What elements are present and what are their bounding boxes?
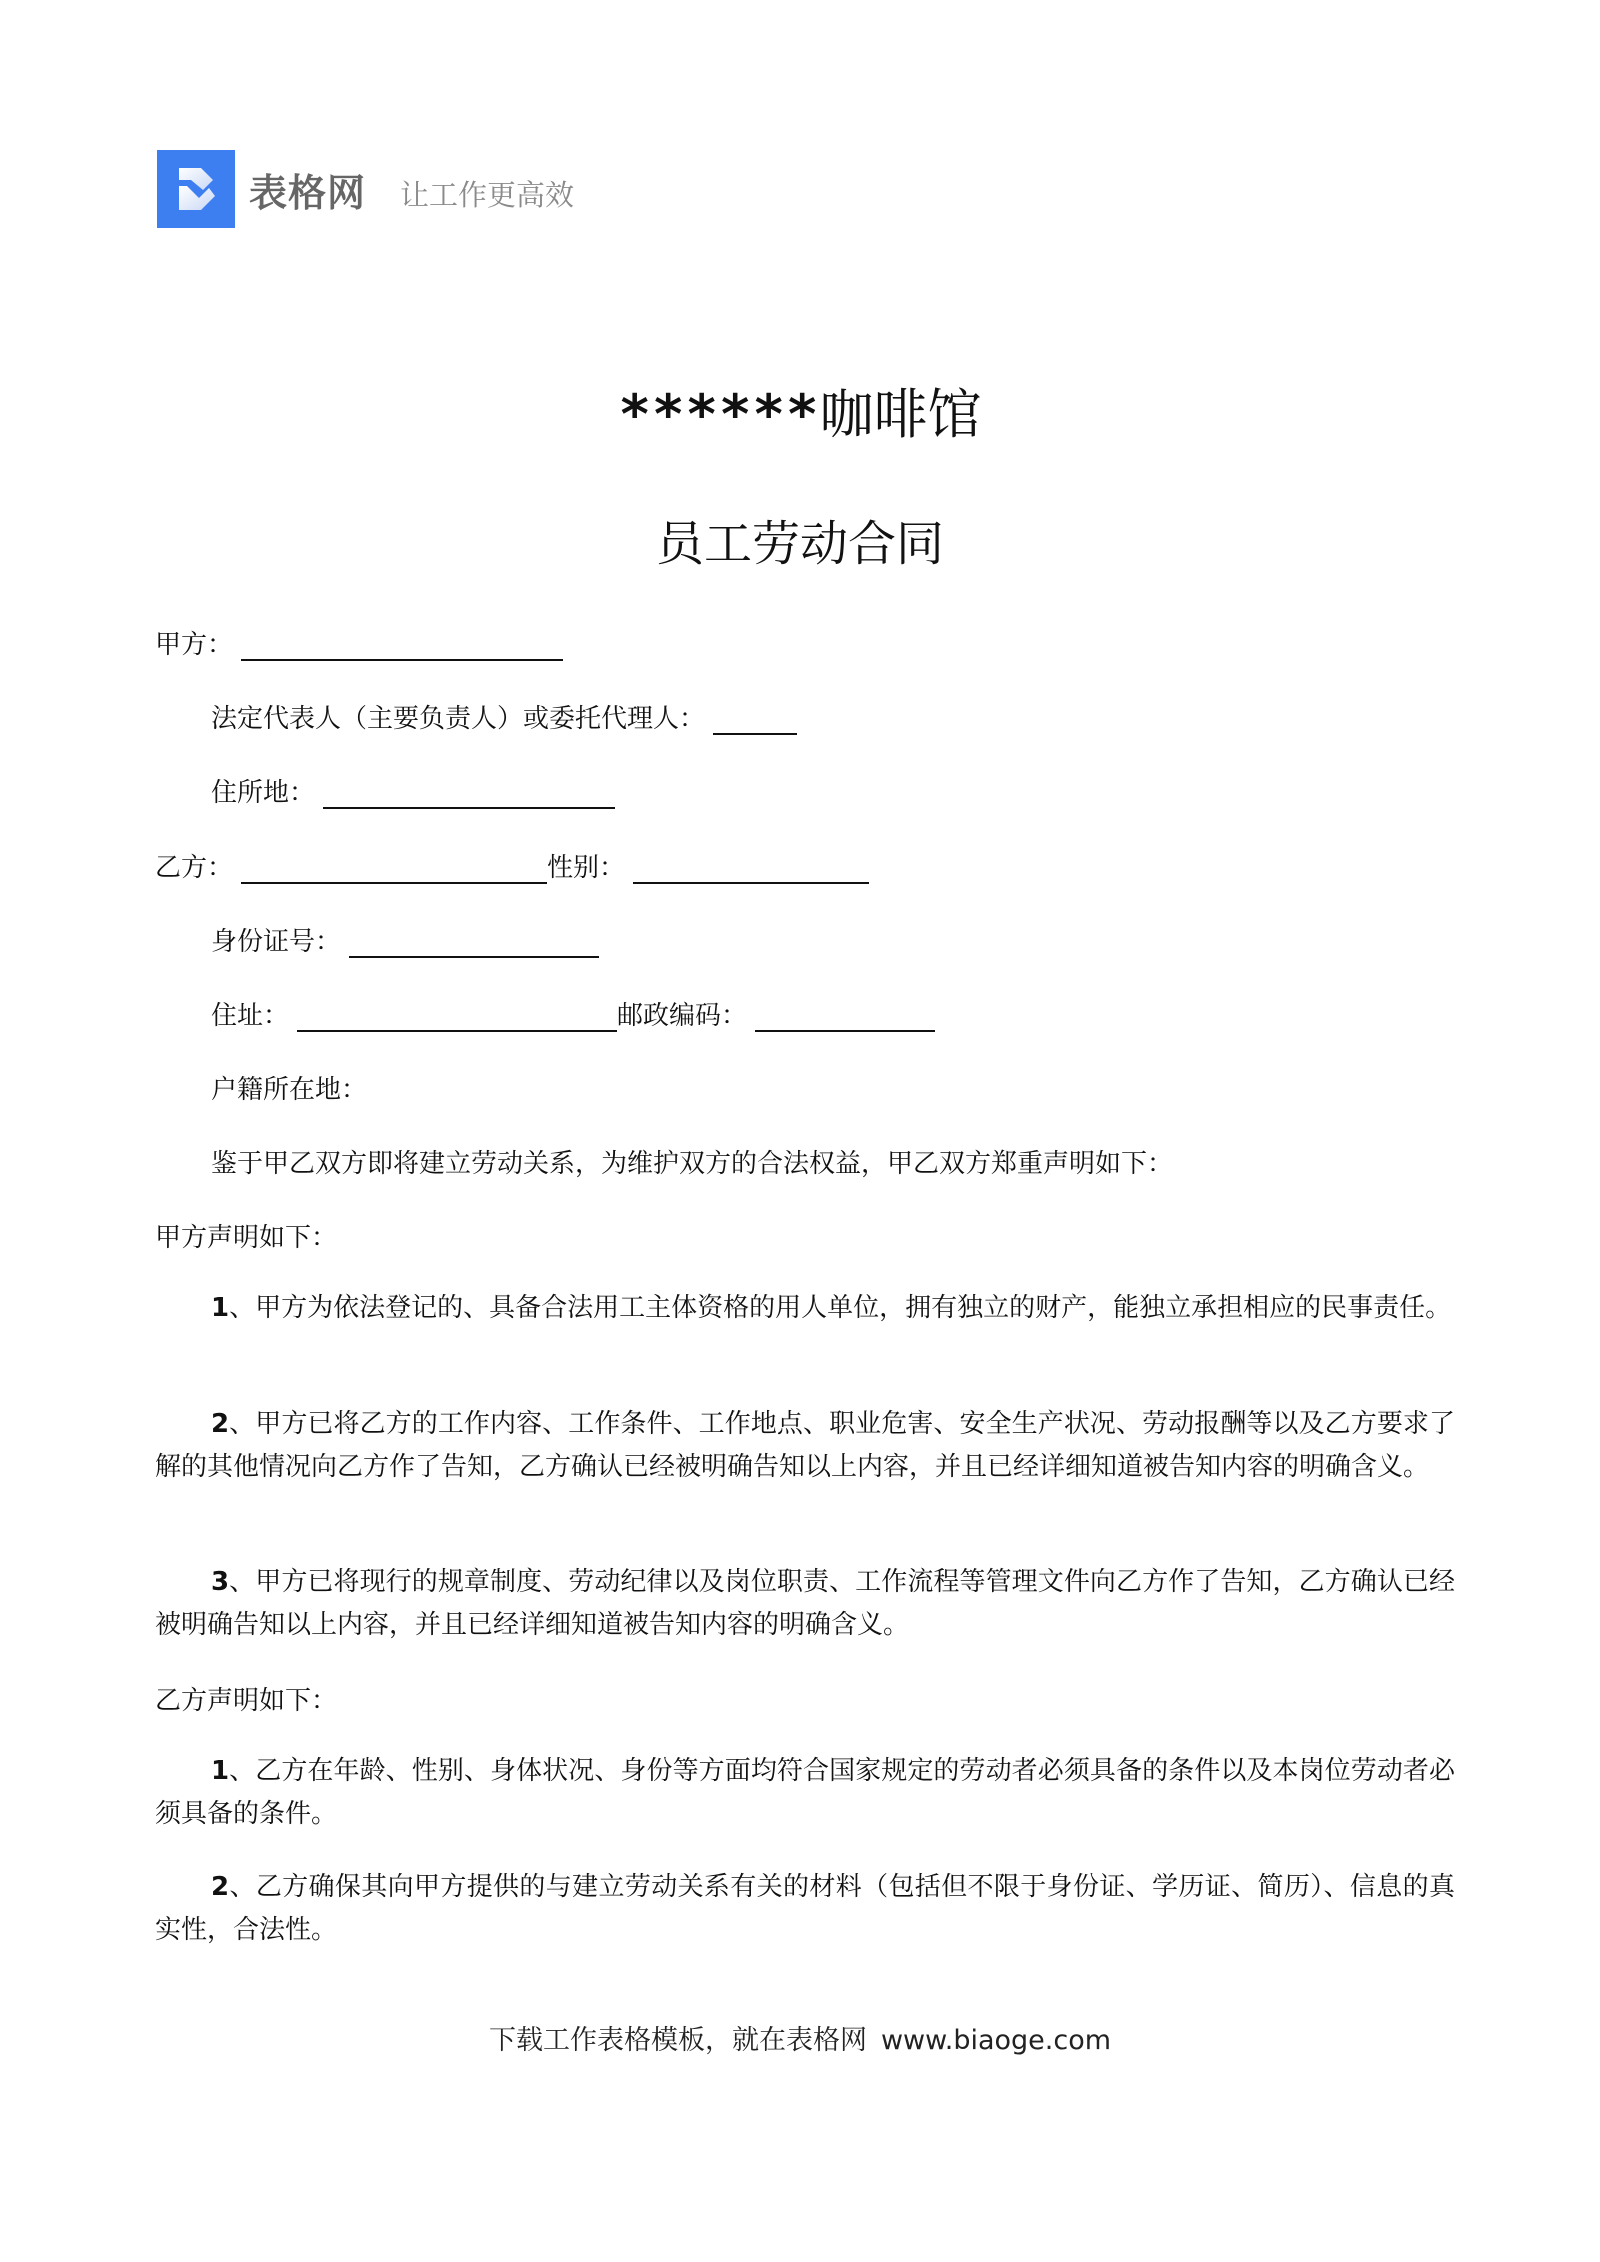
id-number-line xyxy=(211,921,599,958)
item-text: 、乙方在年龄、性别、身体状况、身份等方面均符合国家规定的劳动者必须具备的条件以及本岗位劳动者必须具备的条件。 xyxy=(155,1756,1455,1829)
party-b-label: 乙方： xyxy=(155,853,234,883)
preamble-text: 鉴于甲乙双方即将建立劳动关系，为维护双方的合法权益，甲乙双方郑重声明如下： xyxy=(211,1149,1174,1179)
footer-url-link[interactable]: www.biaoge.com xyxy=(880,2025,1112,2056)
legal-rep-label: 法定代表人（主要负责人）或委托代理人： xyxy=(211,704,706,734)
postcode-label: 邮政编码： xyxy=(617,1001,748,1031)
item-text: 、乙方确保其向甲方提供的与建立劳动关系有关的材料（包括但不限于身份证、学历证、简历）、信息的真实性，合法性。 xyxy=(155,1872,1455,1945)
party-a-label: 甲方： xyxy=(155,630,234,660)
brand-logo xyxy=(157,150,574,228)
item-text: 、甲方已将现行的规章制度、劳动纪律以及岗位职责、工作流程等管理文件向乙方作了告知，乙方确认已经被明确告知以上内容，并且已经详细知道被告知内容的明确含义。 xyxy=(155,1567,1455,1640)
item-number: 2 xyxy=(211,1872,230,1902)
legal-rep-line xyxy=(211,698,797,735)
title-redacted-name: ****** xyxy=(618,383,820,446)
gender-label: 性别： xyxy=(547,853,626,883)
party-a-line xyxy=(155,624,563,661)
id-number-blank[interactable] xyxy=(349,928,599,958)
brand-slogan: 让工作更高效 xyxy=(400,177,575,212)
address-label: 住址： xyxy=(211,1001,290,1031)
party-a-statement-item xyxy=(155,1403,1455,1489)
residence-line xyxy=(211,772,615,809)
id-number-label: 身份证号： xyxy=(211,927,342,957)
brand-name: 表格网 xyxy=(249,170,367,215)
legal-rep-blank[interactable] xyxy=(713,705,797,735)
party-b-blank[interactable] xyxy=(241,854,547,884)
address-line xyxy=(211,995,935,1032)
postcode-blank[interactable] xyxy=(755,1002,935,1032)
item-number: 1 xyxy=(211,1756,230,1786)
hukou-line xyxy=(211,1069,367,1106)
party-a-statement-item xyxy=(155,1287,1455,1330)
item-number: 2 xyxy=(211,1409,230,1439)
party-b-statement-heading xyxy=(155,1680,337,1717)
hukou-label: 户籍所在地： xyxy=(211,1075,368,1105)
gender-blank[interactable] xyxy=(633,854,869,884)
party-b-line xyxy=(155,847,869,884)
party-a-statement-heading xyxy=(155,1217,337,1254)
item-text: 、甲方已将乙方的工作内容、工作条件、工作地点、职业危害、安全生产状况、劳动报酬等以及乙方要求了解的其他情况向乙方作了告知，乙方确认已经被明确告知以上内容，并且已经详细知道被告知内容的明确含义。 xyxy=(155,1409,1455,1482)
residence-blank[interactable] xyxy=(323,779,615,809)
biaoge-logo-icon xyxy=(157,150,235,228)
item-number: 1 xyxy=(211,1293,230,1323)
document-subtitle: 员工劳动合同 xyxy=(655,516,944,572)
party-b-statement-heading-text: 乙方声明如下： xyxy=(155,1686,338,1716)
party-b-statement-item xyxy=(155,1750,1455,1836)
footer-text: 下载工作表格模板，就在表格网 xyxy=(488,2025,867,2056)
title-cafe: 咖啡馆 xyxy=(819,383,982,446)
item-number: 3 xyxy=(211,1567,230,1597)
preamble xyxy=(211,1143,1173,1180)
party-a-statement-item xyxy=(155,1561,1455,1647)
party-a-statement-heading-text: 甲方声明如下： xyxy=(155,1223,338,1253)
document-title xyxy=(0,372,1600,449)
item-text: 、甲方为依法登记的、具备合法用工主体资格的用人单位，拥有独立的财产，能独立承担相应的民事责任。 xyxy=(229,1293,1452,1323)
party-a-blank[interactable] xyxy=(241,631,563,661)
address-blank[interactable] xyxy=(297,1002,617,1032)
residence-label: 住所地： xyxy=(211,778,316,808)
party-b-statement-item xyxy=(155,1866,1455,1952)
page-footer xyxy=(0,2018,1600,2057)
